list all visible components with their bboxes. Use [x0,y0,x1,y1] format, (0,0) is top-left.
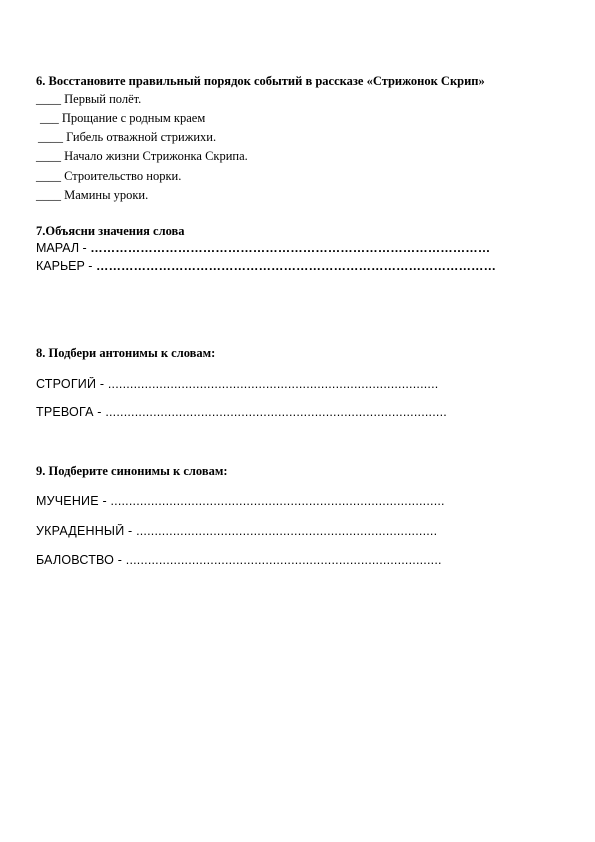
antonym-row-strogiy: СТРОГИЙ - .......................................................................................... [36,377,439,391]
order-item-4: ____ Начало жизни Стрижонка Скрипа. [36,149,248,163]
definition-word: МАРАЛ - [36,241,91,255]
definition-blank: …………………………………………………………………………………… [95,259,496,273]
definition-row-marak [36,241,548,255]
order-item-6: ____ Мамины уроки. [36,188,149,202]
definition-blank: …………………………………………………………………………………… [90,241,491,255]
question-8-title: 8. Подбери антонимы к словам: [36,346,216,360]
order-item-1: ____ Первый полёт. [36,92,142,106]
question-6-title: 6. Восстановите правильный порядок событий в рассказе «Стрижонок Скрип» [36,74,485,88]
question-9-title: 9. Подберите синонимы к словам: [36,464,228,478]
order-item-5: ____ Строительство норки. [36,169,182,183]
definition-row-karer [36,259,548,273]
synonym-row-ukradenny: УКРАДЕННЫЙ - .................................................................................. [36,524,438,538]
synonym-row-muchenie: МУЧЕНИЕ - ........................................................................................... [36,494,445,508]
antonym-row-trevoga: ТРЕВОГА - ............................................................................................. [36,405,447,419]
order-item-2: ___ Прощание с родным краем [40,111,206,125]
order-item-3: ____ Гибель отважной стрижихи. [38,130,217,144]
definition-word: КАРЬЕР - [36,259,96,273]
question-7-title: 7.Объясни значения слова [36,224,185,238]
synonym-row-balovstvo: БАЛОВСТВО - ...................................................................................... [36,553,442,567]
